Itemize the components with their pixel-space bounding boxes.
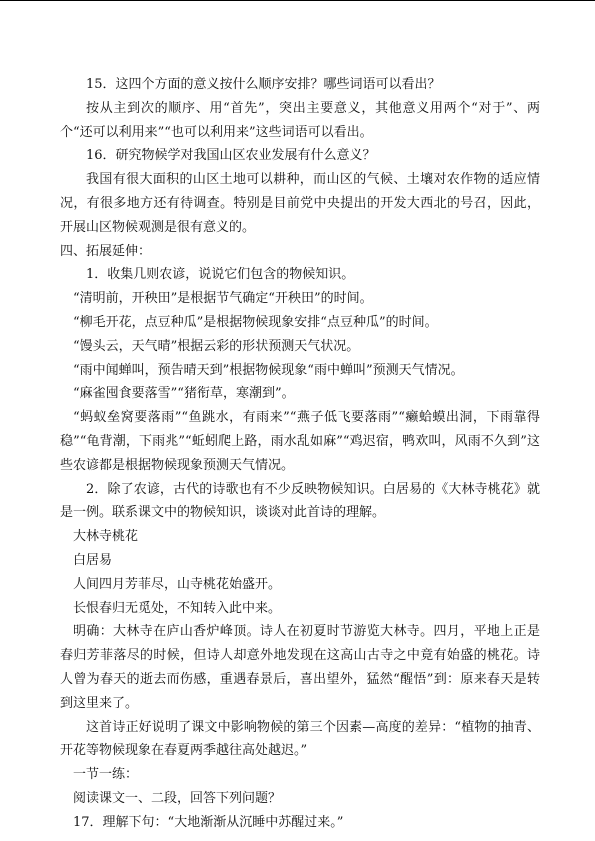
- practice-heading: 一节一练：: [73, 767, 139, 783]
- proverb-5: “麻雀囤食要落雪”“猪衔草，寒潮到”。: [73, 386, 295, 402]
- question-16: 16．研究物候学对我国山区农业发展有什么意义？: [86, 148, 376, 164]
- question-17: 17．理解下句：“大地渐渐从沉睡中苏醒过来。”: [73, 814, 344, 830]
- proverb-4: “雨中闻蝉叫，预告晴天到”根据物候现象“雨中蝉叫”预测天气情况。: [73, 362, 464, 378]
- task-1: 1．收集几则农谚，说说它们包含的物候知识。: [86, 267, 355, 283]
- question-15: 15．这四个方面的意义按什么顺序安排？哪些词语可以看出？: [86, 77, 441, 92]
- document-body: [60, 73, 540, 835]
- section-heading-extension: 四、拓展延伸：: [60, 243, 152, 259]
- page-top-rule: [0, 0, 595, 1]
- answer-16: 我国有很大面积的山区土地可以耕种，而山区的气候、土壤对农作物的适应情况，有很多地方还有待调查。特别是目前党中央提出的开发大西北的号召，因此，开展山区物候观测是很有意义的。: [60, 172, 540, 235]
- practice-instruction: 阅读课文一、二段，回答下列问题？: [73, 790, 282, 806]
- poem-author: 白居易: [73, 552, 113, 568]
- proverb-2: “柳毛开花，点豆种瓜”是根据物候现象安排“点豆种瓜”的时间。: [73, 314, 438, 330]
- answer-15: 按从主到次的顺序、用“首先”，突出主要意义，其他意义用两个“对于”、两个“还可以利用来”“也可以利用来”这些词语可以看出。: [60, 100, 540, 140]
- poem-explanation: 明确：大林寺在庐山香炉峰顶。诗人在初夏时节游览大林寺。四月，平地上正是春归芳菲落尽的时候，但诗人却意外地发现在这高山古寺之中竟有始盛的桃花。诗人曾为春天的逝去而伤感，重遇春景后，喜出望外，猛然“醒悟”到：原来春天是转到这里来了。: [60, 624, 540, 711]
- poem-conclusion: 这首诗正好说明了课文中影响物候的第三个因素—高度的差异：“植物的抽青、开花等物候现象在春夏两季越往高处越迟。”: [60, 719, 540, 759]
- proverb-3: “馒头云，天气晴”根据云彩的形状预测天气状况。: [73, 338, 360, 354]
- poem-title: 大林寺桃花: [73, 529, 139, 545]
- poem-line-2: 长恨春归无觅处，不知转入此中来。: [73, 600, 282, 616]
- proverb-6: “蚂蚁垒窝要落雨”“鱼跳水，有雨来”“燕子低飞要落雨”“癞蛤蟆出洞，下雨靠得稳”“龟背潮，下雨兆”“蚯蚓爬上路，雨水乱如麻”“鸡迟宿，鸭欢叫，风雨不久到”这些农谚都是根据物候现象预测天气情况。: [60, 410, 540, 473]
- task-2: 2．除了农谚，古代的诗歌也有不少反映物候知识。白居易的《大林寺桃花》就是一例。联系课文中的物候知识，谈谈对此首诗的理解。: [60, 481, 540, 521]
- proverb-1: “清明前，开秧田”是根据节气确定“开秧田”的时间。: [73, 291, 373, 307]
- poem-line-1: 人间四月芳菲尽，山寺桃花始盛开。: [73, 576, 282, 592]
